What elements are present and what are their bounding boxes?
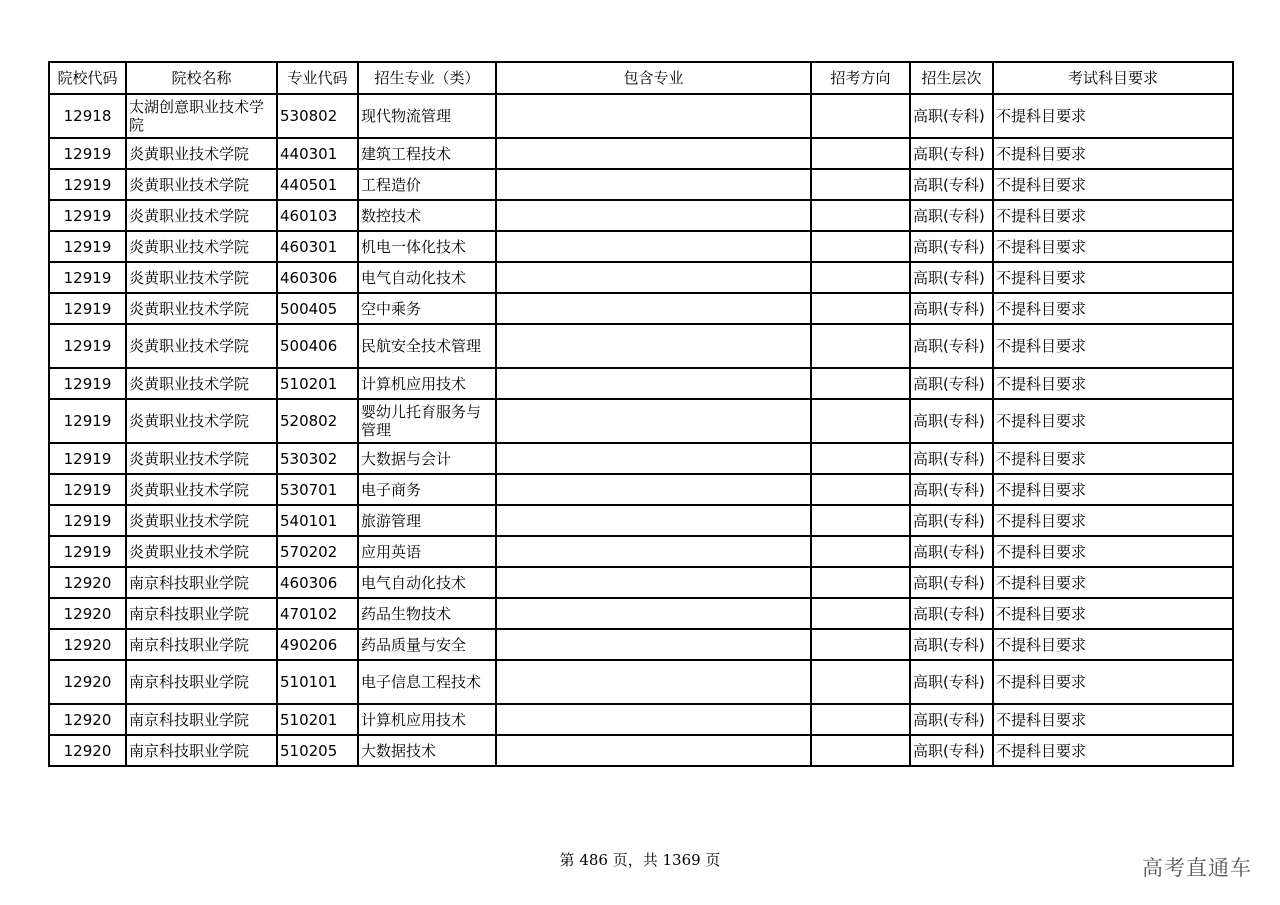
cell-subject-requirement: 不提科目要求 [993,598,1233,629]
cell-included-majors [496,735,811,766]
cell-major-code: 530302 [277,443,358,474]
cell-direction [811,567,910,598]
cell-school-code: 12919 [49,368,126,399]
cell-included-majors [496,399,811,443]
table-row [49,567,1233,598]
cell-major-code: 500405 [277,293,358,324]
cell-school-name: 炎黄职业技术学院 [126,443,277,474]
cell-school-code: 12920 [49,704,126,735]
cell-school-name: 南京科技职业学院 [126,598,277,629]
cell-school-code: 12919 [49,324,126,368]
cell-major-name: 药品质量与安全 [358,629,496,660]
cell-included-majors [496,704,811,735]
table-row [49,368,1233,399]
cell-school-code: 12919 [49,536,126,567]
cell-school-name: 炎黄职业技术学院 [126,505,277,536]
cell-subject-requirement: 不提科目要求 [993,368,1233,399]
cell-direction [811,660,910,704]
cell-major-name: 电子商务 [358,474,496,505]
cell-level: 高职(专科) [910,262,993,293]
cell-direction [811,536,910,567]
table-header-row [49,62,1233,94]
cell-school-code: 12919 [49,169,126,200]
cell-level: 高职(专科) [910,704,993,735]
cell-major-name: 现代物流管理 [358,94,496,138]
cell-level: 高职(专科) [910,629,993,660]
cell-major-name: 大数据与会计 [358,443,496,474]
cell-major-name: 电子信息工程技术 [358,660,496,704]
cell-direction [811,324,910,368]
enrollment-table [48,61,1234,767]
cell-direction [811,200,910,231]
cell-school-code: 12920 [49,735,126,766]
cell-subject-requirement: 不提科目要求 [993,536,1233,567]
cell-included-majors [496,536,811,567]
table-row [49,94,1233,138]
table-body [49,94,1233,766]
cell-included-majors [496,231,811,262]
table-row [49,505,1233,536]
cell-school-name: 炎黄职业技术学院 [126,169,277,200]
cell-included-majors [496,262,811,293]
cell-major-code: 510201 [277,368,358,399]
table-row [49,262,1233,293]
cell-level: 高职(专科) [910,660,993,704]
cell-major-code: 460103 [277,200,358,231]
cell-school-code: 12919 [49,231,126,262]
table-row [49,138,1233,169]
cell-school-name: 炎黄职业技术学院 [126,536,277,567]
cell-school-code: 12919 [49,293,126,324]
cell-subject-requirement: 不提科目要求 [993,231,1233,262]
cell-major-name: 机电一体化技术 [358,231,496,262]
cell-subject-requirement: 不提科目要求 [993,735,1233,766]
cell-subject-requirement: 不提科目要求 [993,629,1233,660]
cell-level: 高职(专科) [910,505,993,536]
cell-included-majors [496,94,811,138]
table-row [49,324,1233,368]
header-major-name: 招生专业（类） [358,62,496,94]
cell-level: 高职(专科) [910,598,993,629]
cell-school-name: 南京科技职业学院 [126,629,277,660]
cell-subject-requirement: 不提科目要求 [993,94,1233,138]
cell-school-code: 12919 [49,262,126,293]
cell-direction [811,262,910,293]
cell-level: 高职(专科) [910,138,993,169]
cell-level: 高职(专科) [910,536,993,567]
cell-major-name: 民航安全技术管理 [358,324,496,368]
cell-major-name: 旅游管理 [358,505,496,536]
header-level: 招生层次 [910,62,993,94]
cell-included-majors [496,200,811,231]
cell-major-name: 婴幼儿托育服务与管理 [358,399,496,443]
cell-major-code: 530802 [277,94,358,138]
cell-major-name: 计算机应用技术 [358,368,496,399]
cell-direction [811,399,910,443]
cell-major-name: 工程造价 [358,169,496,200]
cell-school-name: 南京科技职业学院 [126,704,277,735]
table-row [49,735,1233,766]
cell-major-code: 520802 [277,399,358,443]
cell-direction [811,293,910,324]
cell-subject-requirement: 不提科目要求 [993,138,1233,169]
table-row [49,474,1233,505]
cell-included-majors [496,368,811,399]
cell-major-name: 电气自动化技术 [358,567,496,598]
cell-direction [811,169,910,200]
cell-direction [811,94,910,138]
header-direction: 招考方向 [811,62,910,94]
cell-school-code: 12919 [49,399,126,443]
cell-major-code: 460301 [277,231,358,262]
table-row [49,169,1233,200]
header-major-code: 专业代码 [277,62,358,94]
cell-major-name: 数控技术 [358,200,496,231]
table-row [49,231,1233,262]
cell-level: 高职(专科) [910,94,993,138]
cell-school-code: 12919 [49,443,126,474]
cell-subject-requirement: 不提科目要求 [993,324,1233,368]
cell-subject-requirement: 不提科目要求 [993,505,1233,536]
cell-included-majors [496,660,811,704]
cell-direction [811,368,910,399]
header-school-name: 院校名称 [126,62,277,94]
cell-school-name: 南京科技职业学院 [126,660,277,704]
cell-level: 高职(专科) [910,231,993,262]
cell-direction [811,505,910,536]
cell-major-name: 建筑工程技术 [358,138,496,169]
cell-school-name: 南京科技职业学院 [126,735,277,766]
page-number: 第 486 页，共 1369 页 [559,851,721,869]
cell-level: 高职(专科) [910,324,993,368]
cell-subject-requirement: 不提科目要求 [993,169,1233,200]
cell-included-majors [496,293,811,324]
cell-major-name: 空中乘务 [358,293,496,324]
cell-major-code: 470102 [277,598,358,629]
cell-major-name: 电气自动化技术 [358,262,496,293]
cell-level: 高职(专科) [910,443,993,474]
cell-major-code: 490206 [277,629,358,660]
cell-direction [811,231,910,262]
cell-major-code: 460306 [277,567,358,598]
cell-level: 高职(专科) [910,169,993,200]
cell-subject-requirement: 不提科目要求 [993,567,1233,598]
cell-included-majors [496,138,811,169]
table-row [49,629,1233,660]
cell-level: 高职(专科) [910,200,993,231]
table-row [49,293,1233,324]
cell-direction [811,629,910,660]
cell-major-code: 570202 [277,536,358,567]
cell-major-code: 540101 [277,505,358,536]
cell-school-code: 12920 [49,598,126,629]
cell-major-code: 500406 [277,324,358,368]
cell-level: 高职(专科) [910,567,993,598]
cell-direction [811,443,910,474]
table-row [49,399,1233,443]
cell-school-code: 12920 [49,660,126,704]
header-included-majors: 包含专业 [496,62,811,94]
cell-school-code: 12919 [49,138,126,169]
cell-school-name: 炎黄职业技术学院 [126,262,277,293]
cell-included-majors [496,598,811,629]
cell-subject-requirement: 不提科目要求 [993,704,1233,735]
cell-school-name: 炎黄职业技术学院 [126,368,277,399]
cell-school-name: 南京科技职业学院 [126,567,277,598]
cell-included-majors [496,443,811,474]
table-row [49,704,1233,735]
cell-major-code: 440501 [277,169,358,200]
cell-school-name: 炎黄职业技术学院 [126,293,277,324]
table-row [49,443,1233,474]
watermark-text: 高考直通车 [1142,856,1252,880]
cell-direction [811,598,910,629]
cell-school-code: 12919 [49,474,126,505]
cell-major-code: 530701 [277,474,358,505]
cell-included-majors [496,567,811,598]
table-row [49,200,1233,231]
cell-included-majors [496,324,811,368]
header-school-code: 院校代码 [49,62,126,94]
cell-direction [811,474,910,505]
cell-major-code: 440301 [277,138,358,169]
table-row [49,536,1233,567]
cell-major-name: 应用英语 [358,536,496,567]
cell-direction [811,735,910,766]
cell-included-majors [496,474,811,505]
table-row [49,598,1233,629]
cell-major-name: 计算机应用技术 [358,704,496,735]
cell-included-majors [496,505,811,536]
cell-subject-requirement: 不提科目要求 [993,660,1233,704]
cell-direction [811,704,910,735]
cell-school-name: 炎黄职业技术学院 [126,200,277,231]
cell-level: 高职(专科) [910,293,993,324]
cell-school-code: 12920 [49,567,126,598]
cell-school-name: 炎黄职业技术学院 [126,474,277,505]
cell-level: 高职(专科) [910,368,993,399]
cell-school-code: 12919 [49,505,126,536]
cell-level: 高职(专科) [910,474,993,505]
cell-school-name: 太湖创意职业技术学院 [126,94,277,138]
cell-level: 高职(专科) [910,735,993,766]
cell-school-code: 12919 [49,200,126,231]
cell-school-name: 炎黄职业技术学院 [126,324,277,368]
cell-major-name: 药品生物技术 [358,598,496,629]
cell-major-code: 510101 [277,660,358,704]
cell-major-name: 大数据技术 [358,735,496,766]
table-row [49,660,1233,704]
cell-level: 高职(专科) [910,399,993,443]
cell-subject-requirement: 不提科目要求 [993,262,1233,293]
header-subject-requirement: 考试科目要求 [993,62,1233,94]
cell-school-code: 12920 [49,629,126,660]
cell-subject-requirement: 不提科目要求 [993,474,1233,505]
cell-included-majors [496,169,811,200]
cell-major-code: 510201 [277,704,358,735]
cell-subject-requirement: 不提科目要求 [993,293,1233,324]
cell-school-code: 12918 [49,94,126,138]
cell-included-majors [496,629,811,660]
cell-school-name: 炎黄职业技术学院 [126,231,277,262]
cell-direction [811,138,910,169]
cell-subject-requirement: 不提科目要求 [993,443,1233,474]
cell-subject-requirement: 不提科目要求 [993,399,1233,443]
cell-school-name: 炎黄职业技术学院 [126,138,277,169]
cell-major-code: 510205 [277,735,358,766]
cell-school-name: 炎黄职业技术学院 [126,399,277,443]
cell-subject-requirement: 不提科目要求 [993,200,1233,231]
cell-major-code: 460306 [277,262,358,293]
